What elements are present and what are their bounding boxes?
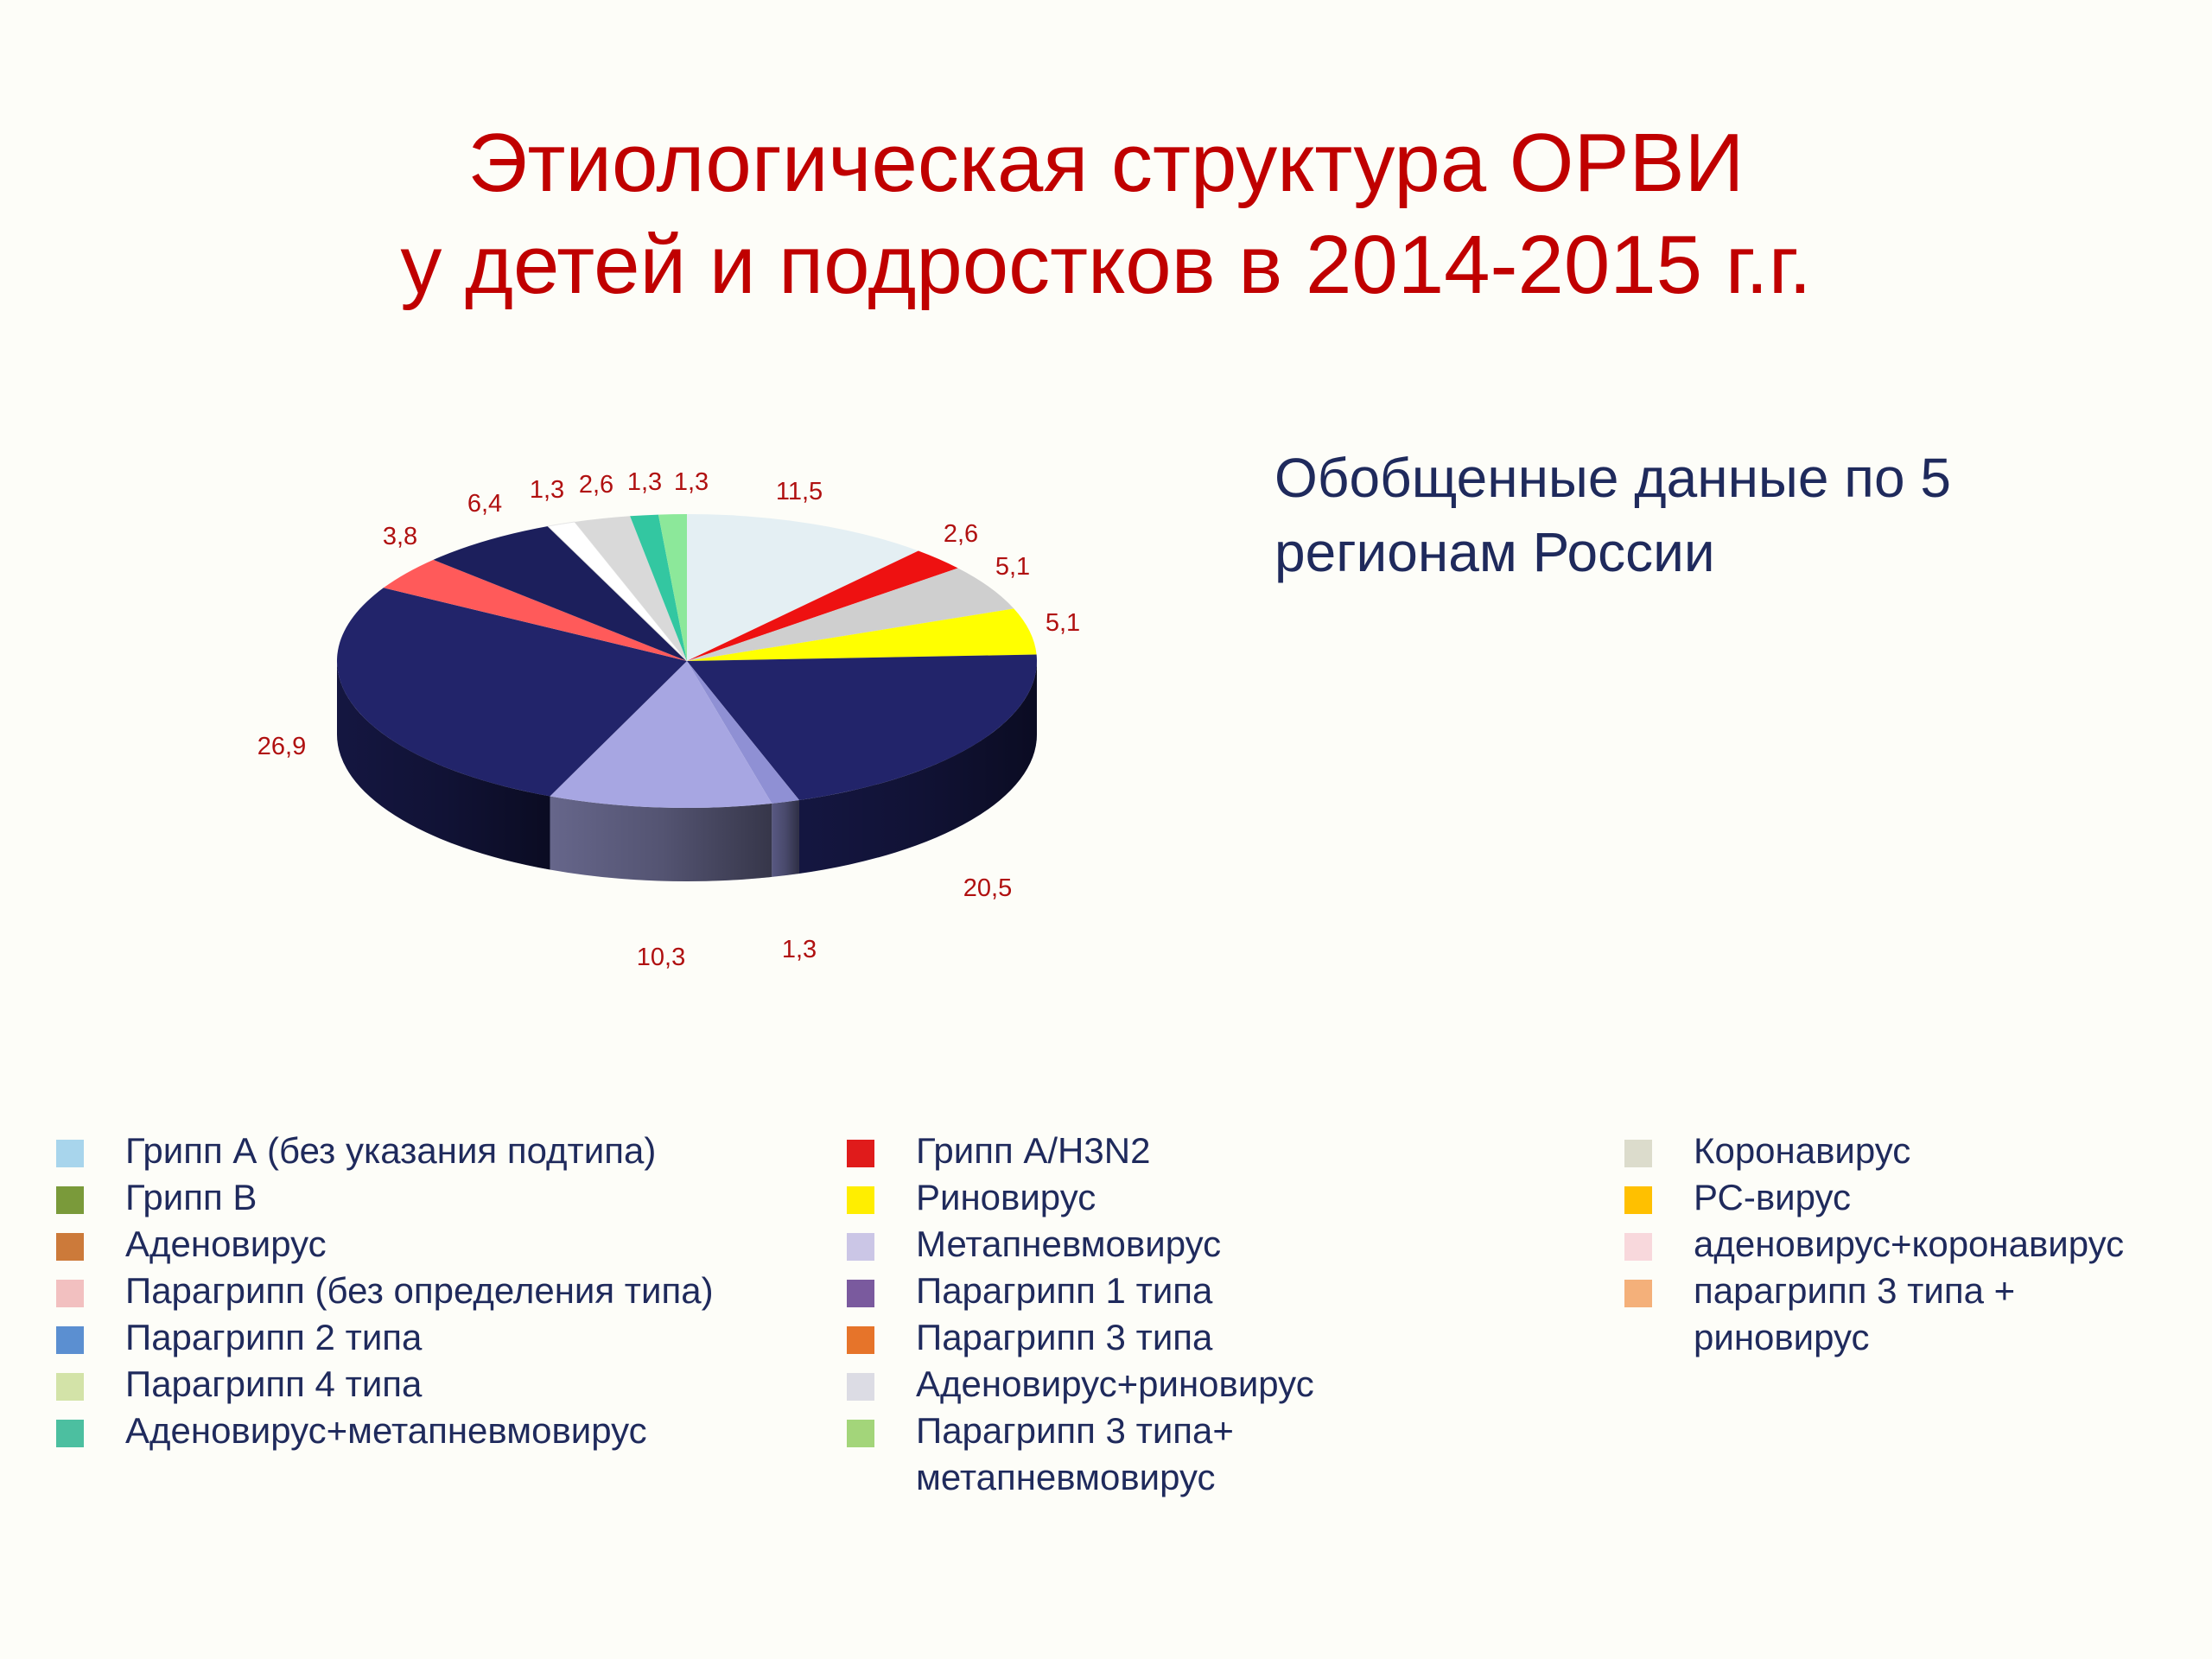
- legend-column-2: [847, 1128, 1314, 1501]
- legend-swatch: [1624, 1280, 1652, 1307]
- slice-value-label: 6,4: [467, 490, 503, 518]
- slice-value-label: 5,1: [995, 553, 1031, 581]
- legend-item: [56, 1408, 714, 1454]
- slice-value-label: 5,1: [1045, 609, 1081, 637]
- legend-item: [1624, 1128, 2124, 1174]
- legend-swatch: [847, 1186, 874, 1214]
- legend-item: [847, 1314, 1314, 1361]
- legend-item: [56, 1361, 714, 1408]
- legend-swatch: [1624, 1186, 1652, 1214]
- legend-item: [847, 1128, 1314, 1174]
- slice-value-label: 1,3: [781, 936, 817, 963]
- legend-swatch: [1624, 1233, 1652, 1261]
- subtitle-line-2: регионам России: [1274, 521, 1715, 583]
- legend-label: Аденовирус+риновирус: [916, 1363, 1314, 1404]
- legend-item: [56, 1128, 714, 1174]
- legend-swatch: [56, 1233, 84, 1261]
- legend-swatch: [56, 1420, 84, 1447]
- legend-swatch: [56, 1280, 84, 1307]
- title-line-2: у детей и подростков в 2014-2015 г.г.: [400, 219, 1812, 311]
- legend-label: Метапневмовирус: [916, 1224, 1222, 1264]
- legend-item: [847, 1408, 1314, 1501]
- legend-item: [56, 1268, 714, 1314]
- legend-swatch: [56, 1186, 84, 1214]
- legend-item: [847, 1174, 1314, 1221]
- legend-item: [847, 1361, 1314, 1408]
- legend-label: Коронавирус: [1694, 1130, 1911, 1171]
- pie-slice-side-shade: [772, 800, 799, 877]
- legend-swatch: [847, 1233, 874, 1261]
- slice-value-label: 26,9: [257, 733, 307, 760]
- legend-label: Парагрипп 4 типа: [125, 1363, 423, 1404]
- legend-label: Грипп А (без указания подтипа): [125, 1130, 657, 1171]
- legend-label: Аденовирус: [125, 1224, 327, 1264]
- legend-label: Парагрипп 3 типа: [916, 1317, 1213, 1357]
- legend-swatch: [847, 1326, 874, 1354]
- legend-swatch: [56, 1140, 84, 1167]
- legend-swatch: [847, 1140, 874, 1167]
- legend-label: аденовирус+коронавирус: [1694, 1224, 2125, 1264]
- slice-value-label: 11,5: [775, 478, 823, 505]
- legend-label: РС-вирус: [1694, 1177, 1852, 1217]
- slice-value-label: 10,3: [636, 944, 686, 971]
- pie-top: [337, 514, 1037, 808]
- legend-item: [56, 1174, 714, 1221]
- legend-label: Парагрипп 2 типа: [125, 1317, 423, 1357]
- legend-swatch: [1624, 1140, 1652, 1167]
- legend-item: [56, 1314, 714, 1361]
- legend-column-1: [56, 1128, 714, 1454]
- legend-label: парагрипп 3 типа + риновирус: [1694, 1270, 2016, 1357]
- slice-value-label: 1,3: [626, 468, 663, 496]
- legend-swatch: [56, 1373, 84, 1401]
- legend-swatch: [56, 1326, 84, 1354]
- legend-item: [847, 1268, 1314, 1314]
- legend-swatch: [847, 1280, 874, 1307]
- slice-value-label: 2,6: [943, 520, 979, 548]
- title-line-1: Этиологическая структура ОРВИ: [467, 117, 1745, 209]
- legend-label: Риновирус: [916, 1177, 1096, 1217]
- legend-column-3: [1624, 1128, 2124, 1361]
- legend-swatch: [847, 1373, 874, 1401]
- pie-slice-side-shade: [550, 796, 772, 881]
- slice-value-label: 3,8: [382, 523, 418, 550]
- legend-label: Аденовирус+метапневмовирус: [125, 1410, 647, 1451]
- legend-item: [1624, 1268, 2124, 1361]
- legend-item: [847, 1221, 1314, 1268]
- slice-value-label: 1,3: [529, 476, 565, 504]
- subtitle-line-1: Обобщенные данные по 5: [1274, 447, 1951, 509]
- slice-value-label: 20,5: [963, 874, 1013, 902]
- legend-label: Парагрипп 1 типа: [916, 1270, 1213, 1311]
- legend-item: [56, 1221, 714, 1268]
- legend-item: [1624, 1174, 2124, 1221]
- legend-label: Грипп А/H3N2: [916, 1130, 1151, 1171]
- legend-item: [1624, 1221, 2124, 1268]
- legend-label: Грипп В: [125, 1177, 257, 1217]
- slice-value-label: 2,6: [578, 471, 614, 499]
- legend-label: Парагрипп 3 типа+ метапневмовирус: [916, 1410, 1234, 1497]
- slice-value-label: 1,3: [673, 468, 709, 496]
- legend-label: Парагрипп (без определения типа): [125, 1270, 714, 1311]
- legend-swatch: [847, 1420, 874, 1447]
